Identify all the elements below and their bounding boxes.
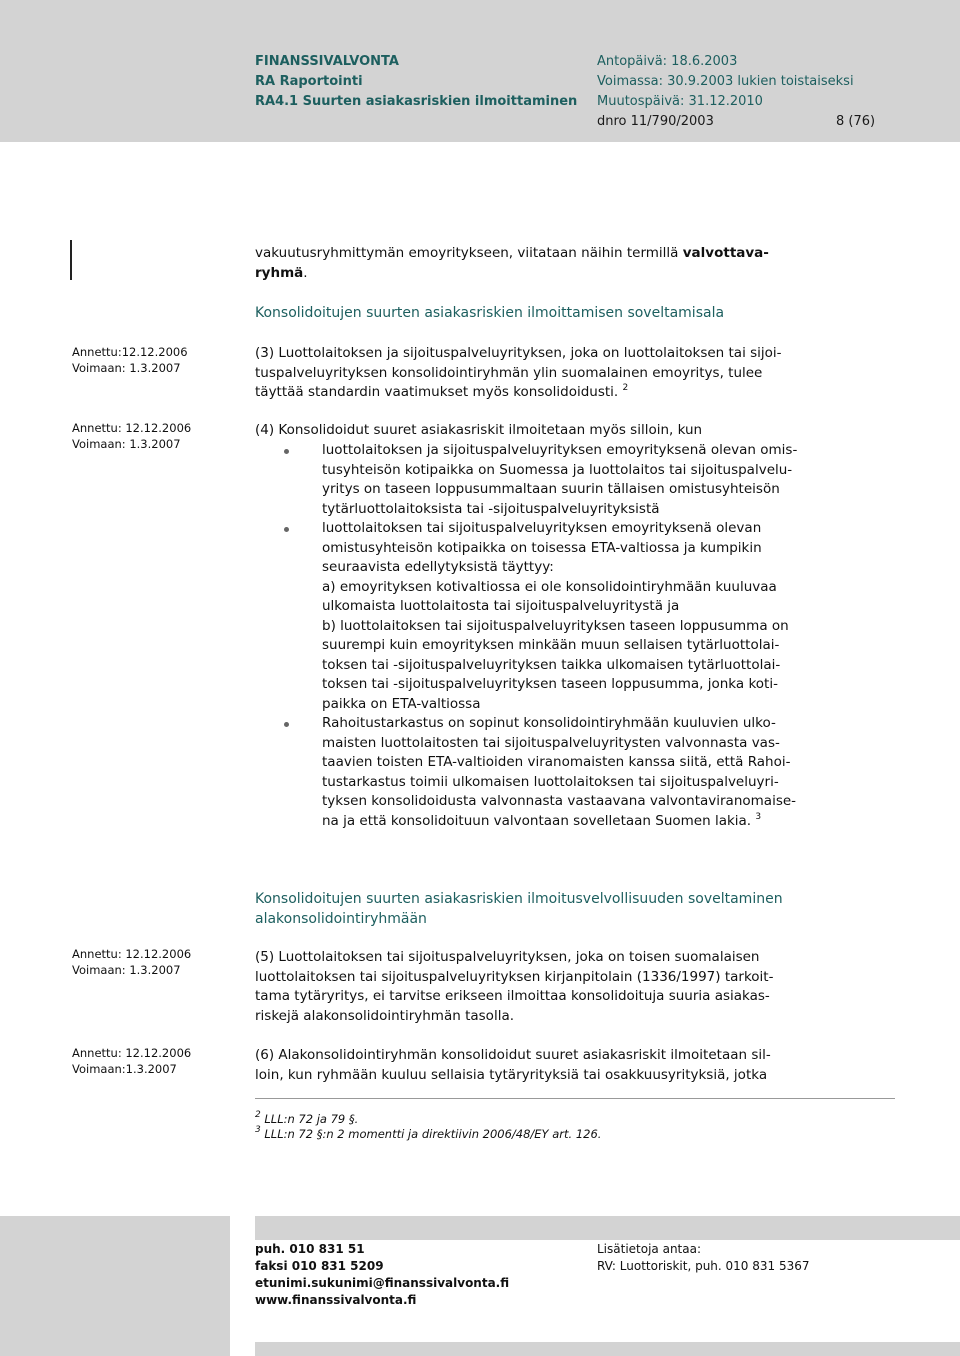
header-in-force: Voimassa: 30.9.2003 lukien toistaiseksi [597,74,854,89]
header-org: FINANSSIVALVONTA [255,54,399,69]
para3-line [255,383,895,403]
header-issued: Antopäivä: 18.6.2003 [597,54,738,69]
footnote-2 [255,1112,895,1127]
list-item [284,519,896,714]
bullet-line: toksen tai -sijoituspalveluyrityksen taseen loppusumma, jonka koti- [322,676,778,692]
footer-email-link[interactable]: etunimi.sukunimi@finanssivalvonta.fi [255,1276,510,1290]
footnote-2-number: 2 [255,1110,261,1120]
bullet-dot-icon [284,449,289,454]
para3-line: tuspalveluyrityksen konsolidointiryhmän ylin suomalainen emoyritys, tulee [255,364,763,381]
section2-heading-line-2: alakonsolidointiryhmään [255,910,427,927]
bullet-line: maisten luottolaitosten tai sijoituspalveluyritysten valvonnasta vas- [322,734,780,751]
footnote-ref-3: 3 [755,811,762,822]
para3-line-text: täyttää standardin vaatimukset myös konsolidoidusti. [255,384,619,400]
footnote-3 [255,1127,895,1142]
footer-gray-band-top [255,1216,960,1240]
bullet-line: omistusyhteisön kotipaikka on toisessa ETA-valtiossa ja kumpikin [322,539,762,556]
para5-margin-note [72,946,242,978]
para5-issued-date: Annettu: 12.12.2006 [72,947,192,961]
footer-phone: puh. 010 831 51 [255,1242,365,1256]
intro-term-part2: ryhmä [255,264,304,281]
bullet-line [322,812,896,832]
para5-line: luottolaitoksen tai sijoituspalveluyrityksen kirjanpitolain (1336/1997) tarkoit- [255,968,774,985]
intro-line-1-text: vakuutusryhmittymän emoyritykseen, viitataan näihin termillä [255,245,683,261]
footer-website-link[interactable]: www.finanssivalvonta.fi [255,1293,417,1307]
bullet-line: toksen tai -sijoituspalveluyrityksen taikka ulkomaisen tytärluottolai- [322,656,781,673]
para4-issued-date: Annettu: 12.12.2006 [72,421,192,435]
bullet-line: a) emoyrityksen kotivaltiossa ei ole konsolidointiryhmään kuuluvaa [322,578,777,595]
bullet-line: luottolaitoksen tai sijoituspalveluyrityksen emoyrityksenä olevan [322,520,762,536]
footnote-2-text: LLL:n 72 ja 79 §. [264,1112,359,1126]
bullet-line: tustarkastus toimii ulkomaisen luottolaitoksen tai sijoituspalveluyri- [322,773,779,790]
para5-line: (5) Luottolaitoksen tai sijoituspalveluyrityksen, joka on toisen suomalaisen [255,949,760,965]
paragraph-3 [255,344,895,403]
bullet-line: tyksen konsolidoidusta valvonnasta vastaavana valvontaviranomaise- [322,793,797,809]
page-footer [0,1216,960,1356]
para3-line: (3) Luottolaitoksen ja sijoituspalveluyrityksen, joka on luottolaitoksen tai sijoi- [255,345,782,361]
para6-force-date: Voimaan:1.3.2007 [72,1062,177,1076]
para6-issued-date: Annettu: 12.12.2006 [72,1046,192,1060]
bullet-line: yritys on taseen loppusummaltaan suurin tällaisen omistusyhteisön [322,481,780,497]
para6-margin-note [72,1045,242,1077]
para4-bullet-list [284,441,896,831]
para3-margin-note [72,344,242,376]
bullet-line: suurempi kuin emoyrityksen minkään muun sellaisen tytärluottolai- [322,637,780,653]
header-dnro: dnro 11/790/2003 [597,114,714,129]
footnote-divider [255,1098,895,1099]
list-item [284,441,896,519]
header-section: RA Raportointi [255,74,363,89]
intro-term-part1: valvottava- [682,245,769,261]
intro-text [255,244,895,283]
bullet-line-text: na ja että konsolidoituun valvontaan sovelletaan Suomen lakia. [322,812,752,829]
change-bar [70,240,72,280]
footnote-3-number: 3 [255,1125,261,1135]
bullet-dot-icon [284,527,289,532]
para3-issued-date: Annettu:12.12.2006 [72,345,188,359]
bullet-line: ulkomaista luottolaitosta tai sijoituspalveluyritystä ja [322,598,680,614]
paragraph-5 [255,948,895,1026]
footer-gray-band-bottom [255,1342,960,1356]
footer-fax: faksi 010 831 5209 [255,1259,384,1273]
bullet-line: luottolaitoksen ja sijoituspalveluyrityksen emoyrityksenä olevan omis- [322,442,798,458]
intro-line-2-end: . [303,264,308,281]
header-modified: Muutospäivä: 31.12.2010 [597,94,763,109]
bullet-line: b) luottolaitoksen tai sijoituspalveluyrityksen taseen loppusumma on [322,617,789,634]
para6-line: (6) Alakonsolidointiryhmän konsolidoidut suuret asiakasriskit ilmoitetaan sil- [255,1047,771,1063]
para5-force-date: Voimaan: 1.3.2007 [72,963,181,977]
header-chapter: RA4.1 Suurten asiakasriskien ilmoittaminen [255,94,578,109]
para4-margin-note [72,420,242,452]
section2-heading-line-1: Konsolidoitujen suurten asiakasriskien ilmoitusvelvollisuuden soveltaminen [255,891,783,907]
bullet-line: tusyhteisön kotipaikka on Suomessa ja luottolaitos tai sijoituspalvelu- [322,461,793,478]
intro-line-1 [255,244,895,264]
section-heading-scope: Konsolidoitujen suurten asiakasriskien ilmoittamisen soveltamisala [255,305,725,321]
para6-line: loin, kun ryhmään kuuluu sellaisia tytäryrityksiä tai osakkuusyrityksiä, jotka [255,1066,768,1083]
footnote-ref-2: 2 [622,383,629,393]
footnotes [255,1112,895,1142]
intro-line-2 [255,264,895,284]
bullet-line: tytärluottolaitoksista tai -sijoituspalveluyrityksistä [322,500,660,517]
section-heading-subgroup [255,890,895,929]
footnote-3-text: LLL:n 72 §:n 2 momentti ja direktiivin 2006/48/EY art. 126. [264,1127,602,1141]
bullet-line: taavien toisten ETA-valtioiden viranomaisten kanssa siitä, että Rahoi- [322,754,791,770]
para5-line: riskejä alakonsolidointiryhmän tasolla. [255,1007,515,1024]
paragraph-6 [255,1046,895,1085]
list-item [284,714,896,831]
page-header [0,0,960,142]
para3-force-date: Voimaan: 1.3.2007 [72,361,181,375]
bullet-line: paikka on ETA-valtiossa [322,695,481,712]
bullet-line: seuraavista edellytyksistä täyttyy: [322,559,554,575]
footer-info-contact: RV: Luottoriskit, puh. 010 831 5367 [597,1259,810,1273]
para4-force-date: Voimaan: 1.3.2007 [72,437,181,451]
bullet-line: Rahoitustarkastus on sopinut konsolidointiryhmään kuuluvien ulko- [322,715,776,731]
footer-info-label: Lisätietoja antaa: [597,1242,702,1256]
bullet-dot-icon [284,722,289,727]
page-number: 8 (76) [836,114,876,129]
para4-intro: (4) Konsolidoidut suuret asiakasriskit ilmoitetaan myös silloin, kun [255,422,703,438]
footer-gray-block-left [0,1216,230,1356]
para5-line: tama tytäryritys, ei tarvitse erikseen ilmoittaa konsolidoituja suuria asiakas- [255,988,770,1004]
